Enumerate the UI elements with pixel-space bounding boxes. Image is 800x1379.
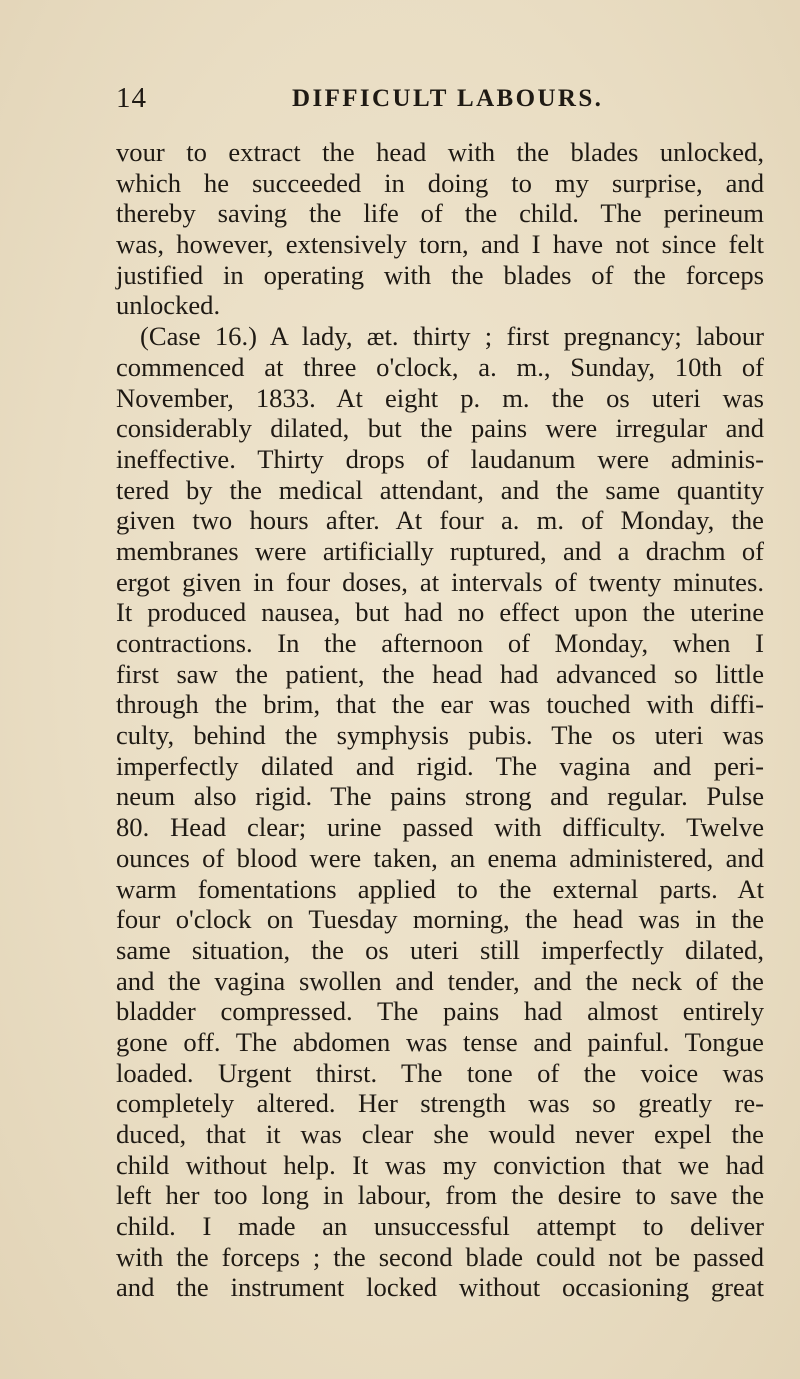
text-line: child without help. It was my conviction that we had	[116, 1149, 764, 1180]
text-line: ounces of blood were taken, an enema administered, and	[116, 842, 764, 873]
text-line: November, 1833. At eight p. m. the os uteri was	[116, 382, 764, 413]
text-line: imperfectly dilated and rigid. The vagina and peri-	[116, 750, 764, 781]
text-line: culty, behind the symphysis pubis. The os uteri was	[116, 720, 764, 751]
text-line: (Case 16.) A lady, æt. thirty ; first pregnancy; labour	[140, 321, 764, 352]
text-line: contractions. In the afternoon of Monday, when I	[116, 628, 764, 658]
running-head	[116, 82, 756, 122]
page-number: 14	[116, 82, 147, 114]
text-line: ergot given in four doses, at intervals of twenty minutes.	[116, 566, 764, 597]
text-line: neum also rigid. The pains strong and regular. Pulse	[116, 781, 764, 812]
text-line: which he succeeded in doing to my surprise, and	[116, 167, 764, 198]
text-line: and the vagina swollen and tender, and the neck of the	[116, 965, 764, 996]
text-line: warm fomentations applied to the external parts. At	[116, 873, 764, 904]
body-text	[116, 137, 764, 1303]
text-line: same situation, the os uteri still imperfectly dilated,	[116, 934, 764, 965]
text-line: ineffective. Thirty drops of laudanum were adminis-	[116, 443, 764, 474]
running-title: DIFFICULT LABOURS.	[292, 85, 604, 112]
text-line: given two hours after. At four a. m. of Monday, the	[116, 505, 764, 536]
text-line: membranes were artificially ruptured, and a drachm of	[116, 535, 764, 566]
text-line: justified in operating with the blades of the forceps	[116, 259, 764, 290]
text-line: gone off. The abdomen was tense and painful. Tongue	[116, 1026, 764, 1057]
text-line: duced, that it was clear she would never expel the	[116, 1119, 764, 1149]
text-line: thereby saving the life of the child. The perineum	[116, 198, 764, 229]
text-line: child. I made an unsuccessful attempt to deliver	[116, 1211, 764, 1242]
text-line: through the brim, that the ear was touched with diffi-	[116, 689, 764, 720]
text-line: commenced at three o'clock, a. m., Sunday, 10th of	[116, 351, 764, 382]
text-line: loaded. Urgent thirst. The tone of the voice was	[116, 1057, 764, 1088]
text-line: and the instrument locked without occasioning great	[116, 1272, 764, 1303]
text-line: bladder compressed. The pains had almost entirely	[116, 996, 764, 1027]
text-line: was, however, extensively torn, and I have not since felt	[116, 229, 764, 260]
text-line: considerably dilated, but the pains were irregular and	[116, 413, 764, 444]
text-line: tered by the medical attendant, and the same quantity	[116, 474, 764, 505]
text-line: four o'clock on Tuesday morning, the head was in the	[116, 904, 764, 935]
text-line: left her too long in labour, from the desire to save the	[116, 1180, 764, 1211]
text-line: 80. Head clear; urine passed with difficulty. Twelve	[116, 812, 764, 843]
text-line: vour to extract the head with the blades unlocked,	[116, 137, 764, 167]
text-line: It produced nausea, but had no effect upon the uterine	[116, 597, 764, 628]
text-line: unlocked.	[116, 290, 221, 321]
text-line: completely altered. Her strength was so greatly re-	[116, 1088, 764, 1119]
text-line: with the forceps ; the second blade could not be passed	[116, 1241, 764, 1272]
text-line: first saw the patient, the head had advanced so little	[116, 658, 764, 689]
